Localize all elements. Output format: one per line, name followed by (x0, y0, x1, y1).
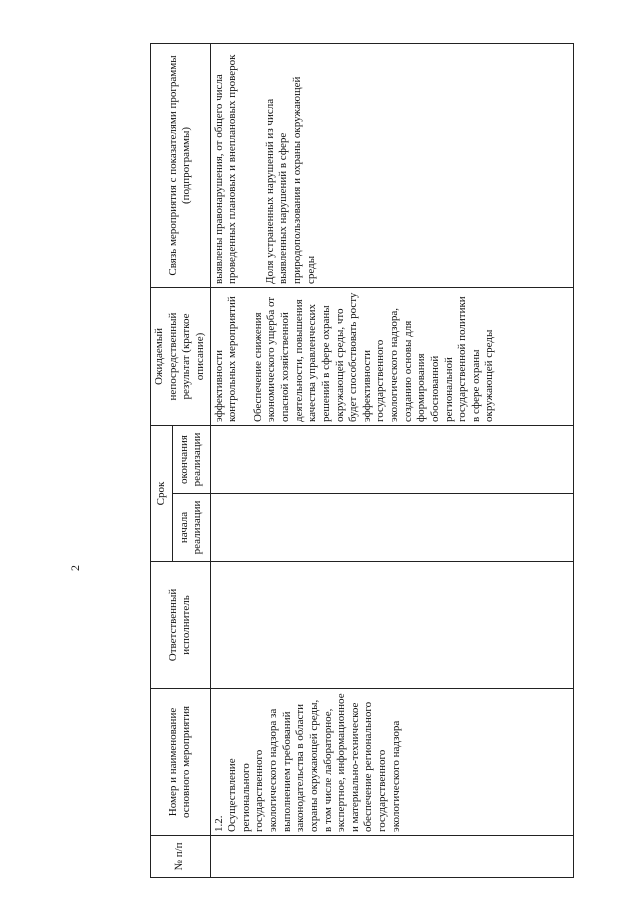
header-responsible: Ответственный исполнитель (151, 562, 211, 689)
cell-num (210, 836, 573, 878)
cell-responsible (210, 562, 573, 689)
indicator-text-2: Доля устраненных нарушений из числа выявленных нарушений в сфере природопользования и охраны окружающей среды (263, 76, 317, 284)
cell-term-end (210, 426, 573, 494)
header-measure-name: Номер и наименование основного мероприятия (151, 689, 211, 836)
page-number: 2 (68, 565, 82, 571)
cell-measure-name (210, 689, 573, 836)
header-num: № п/п (151, 836, 211, 878)
cell-term-start (210, 494, 573, 562)
measures-table-container (150, 44, 588, 878)
table-row (210, 44, 573, 878)
measure-name-text: Осуществление регионального государственного экологического надзора за выполнением требований законодательства в области охраны окружающей среды, в том числе лабораторное, экспертное, информационное и материально-техническое обеспечение регионального государственного экологического надзора (226, 693, 402, 832)
indicator-text-1: выявлены правонарушения, от общего числа проведенных плановых и внеплановых проверок (212, 54, 239, 284)
header-term-start: начала реализации (172, 494, 210, 562)
header-term: Срок (151, 426, 173, 562)
header-expected-result: Ожидаемый непосредственный результат (краткое описание) (151, 288, 211, 426)
result-text-2: Обеспечение снижения экономического ущерба от опасной хозяйственной деятельности, повышения качества управленческих решений в сфере охраны окружающей среды, что будет способствовать росту эффективности государственного экологического надзора, созданию основы для формирования обоснованной региональной государственной политики в сфере охраны окружающей среды (251, 292, 496, 422)
header-term-end: окончания реализации (172, 426, 210, 494)
measure-number: 1.2. (212, 815, 225, 832)
header-indicator-link: Связь мероприятия с показателями программы (подпрограммы) (151, 44, 211, 288)
result-text-1: эффективности контрольных мероприятий (212, 296, 239, 422)
cell-indicator-link (210, 44, 573, 288)
cell-expected-result (210, 288, 573, 426)
measures-table (150, 43, 574, 878)
